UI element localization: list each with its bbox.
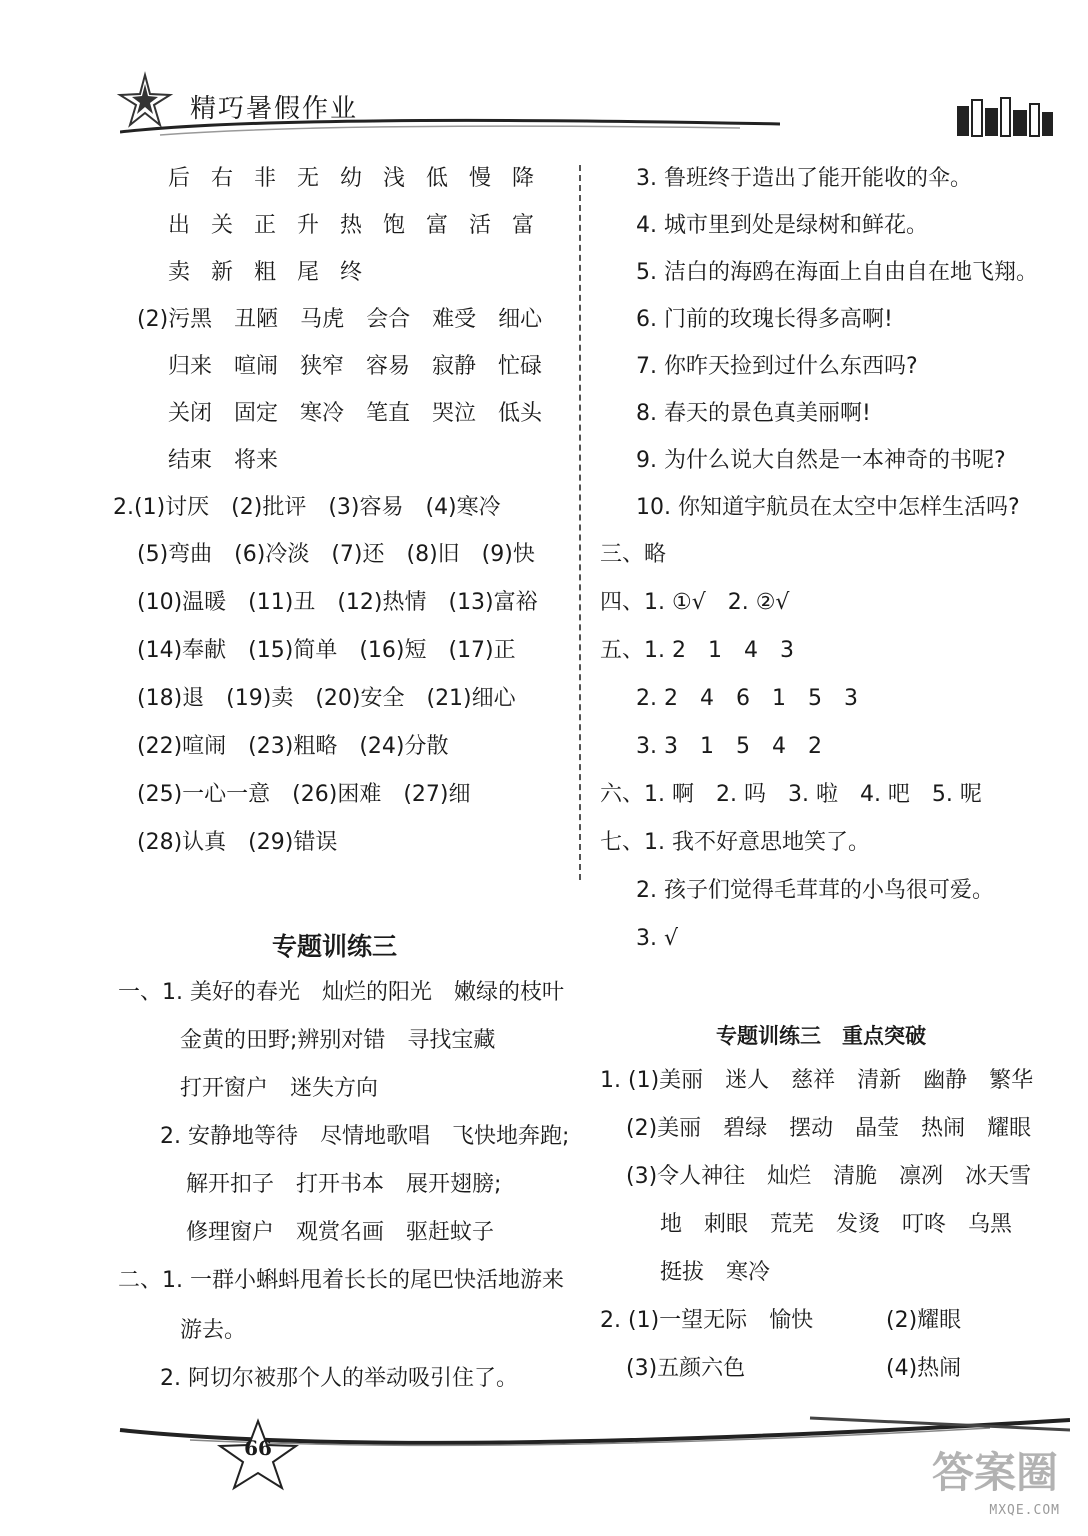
answer-line: 2. (1)一望无际 愉快 bbox=[600, 1308, 814, 1333]
header-swoosh bbox=[120, 110, 780, 140]
column-divider bbox=[579, 165, 581, 880]
answer-line: (22)喧闹 (23)粗略 (24)分散 bbox=[137, 734, 449, 759]
answer-line: 1. (1)美丽 迷人 慈祥 清新 幽静 繁华 bbox=[600, 1068, 1034, 1093]
answer-line: 3. √ bbox=[636, 926, 679, 951]
answer-line: 7. 你昨天捡到过什么东西吗? bbox=[636, 354, 918, 379]
answer-line: 5. 洁白的海鸥在海面上自由自在地飞翔。 bbox=[636, 260, 1038, 285]
answer-line: 挺拔 寒冷 bbox=[660, 1260, 771, 1285]
answer-line: 三、略 bbox=[600, 542, 667, 567]
answer-line: 六、1. 啊 2. 吗 3. 啦 4. 吧 5. 呢 bbox=[600, 782, 982, 807]
answer-line: (14)奉献 (15)简单 (16)短 (17)正 bbox=[137, 638, 516, 663]
answer-line: 出关正升热饱富活富 bbox=[168, 213, 556, 238]
answer-line: 后右非无幼浅低慢降 bbox=[168, 166, 556, 191]
section-title: 专题训练三 重点突破 bbox=[716, 1024, 926, 1048]
watermark-url: MXQE.COM bbox=[989, 1503, 1060, 1518]
answer-line: 2. 安静地等待 尽情地歌唱 飞快地奔跑; bbox=[160, 1124, 570, 1149]
answer-line: 卖新粗尾终 bbox=[168, 260, 384, 285]
answer-line: 打开窗户 迷失方向 bbox=[180, 1076, 379, 1101]
answer-line: 结束 将来 bbox=[168, 448, 279, 473]
answer-line: 4. 城市里到处是绿树和鲜花。 bbox=[636, 213, 928, 238]
answer-line: (25)一心一意 (26)困难 (27)细 bbox=[137, 782, 471, 807]
answer-line: (28)认真 (29)错误 bbox=[137, 830, 338, 855]
books-icon bbox=[955, 96, 1055, 138]
answer-line: 游去。 bbox=[180, 1318, 247, 1343]
answer-line: 2. 2 4 6 1 5 3 bbox=[636, 686, 858, 711]
answer-line: (3)五颜六色 bbox=[626, 1356, 746, 1381]
answer-line: 2. 孩子们觉得毛茸茸的小鸟很可爱。 bbox=[636, 878, 994, 903]
header-title: 精巧暑假作业 bbox=[190, 94, 359, 124]
answer-line: 8. 春天的景色真美丽啊! bbox=[636, 401, 871, 426]
answer-line: 修理窗户 观赏名画 驱赶蚊子 bbox=[186, 1220, 495, 1245]
answer-line: 五、1. 2 1 4 3 bbox=[600, 638, 794, 663]
answer-line: 3. 3 1 5 4 2 bbox=[636, 734, 822, 759]
answer-line: 二、1. 一群小蝌蚪甩着长长的尾巴快活地游来 bbox=[118, 1268, 564, 1293]
answer-line: 四、1. ①√ 2. ②√ bbox=[600, 590, 790, 615]
answer-line: 6. 门前的玫瑰长得多高啊! bbox=[636, 307, 893, 332]
answer-line: 一、1. 美好的春光 灿烂的阳光 嫩绿的枝叶 bbox=[118, 980, 564, 1005]
answer-line: (5)弯曲 (6)冷淡 (7)还 (8)旧 (9)快 bbox=[137, 542, 535, 567]
answer-line: (2)美丽 碧绿 摆动 晶莹 热闹 耀眼 bbox=[626, 1116, 1032, 1141]
answer-line: (3)令人神往 灿烂 清脆 凛冽 冰天雪 bbox=[626, 1164, 1032, 1189]
answer-line: 归来 喧闹 狭窄 容易 寂静 忙碌 bbox=[168, 354, 543, 379]
answer-line: 地 刺眼 荒芜 发烫 叮咚 乌黑 bbox=[660, 1212, 1013, 1237]
page-number: 66 bbox=[244, 1436, 272, 1460]
answer-line: 2.(1)讨厌 (2)批评 (3)容易 (4)寒冷 bbox=[113, 495, 501, 520]
answer-line: 解开扣子 打开书本 展开翅膀; bbox=[186, 1172, 502, 1197]
answer-line: 2. 阿切尔被那个人的举动吸引住了。 bbox=[160, 1366, 518, 1391]
answer-line: 七、1. 我不好意思地笑了。 bbox=[600, 830, 870, 855]
answer-line: 3. 鲁班终于造出了能开能收的伞。 bbox=[636, 166, 972, 191]
answer-line: (2)污黑 丑陋 马虎 会合 难受 细心 bbox=[137, 307, 543, 332]
watermark-logo: 答案圈 bbox=[931, 1448, 1058, 1497]
section-title: 专题训练三 bbox=[272, 932, 398, 961]
answer-line: 9. 为什么说大自然是一本神奇的书呢? bbox=[636, 448, 1006, 473]
answer-line: (2)耀眼 bbox=[886, 1308, 962, 1333]
answer-line: (18)退 (19)卖 (20)安全 (21)细心 bbox=[137, 686, 516, 711]
answer-line: 10. 你知道宇航员在太空中怎样生活吗? bbox=[636, 495, 1020, 520]
answer-line: 金黄的田野;辨别对错 寻找宝藏 bbox=[180, 1028, 496, 1053]
answer-line: (4)热闹 bbox=[886, 1356, 962, 1381]
answer-line: 关闭 固定 寒冷 笔直 哭泣 低头 bbox=[168, 401, 543, 426]
answer-line: (10)温暖 (11)丑 (12)热情 (13)富裕 bbox=[137, 590, 538, 615]
